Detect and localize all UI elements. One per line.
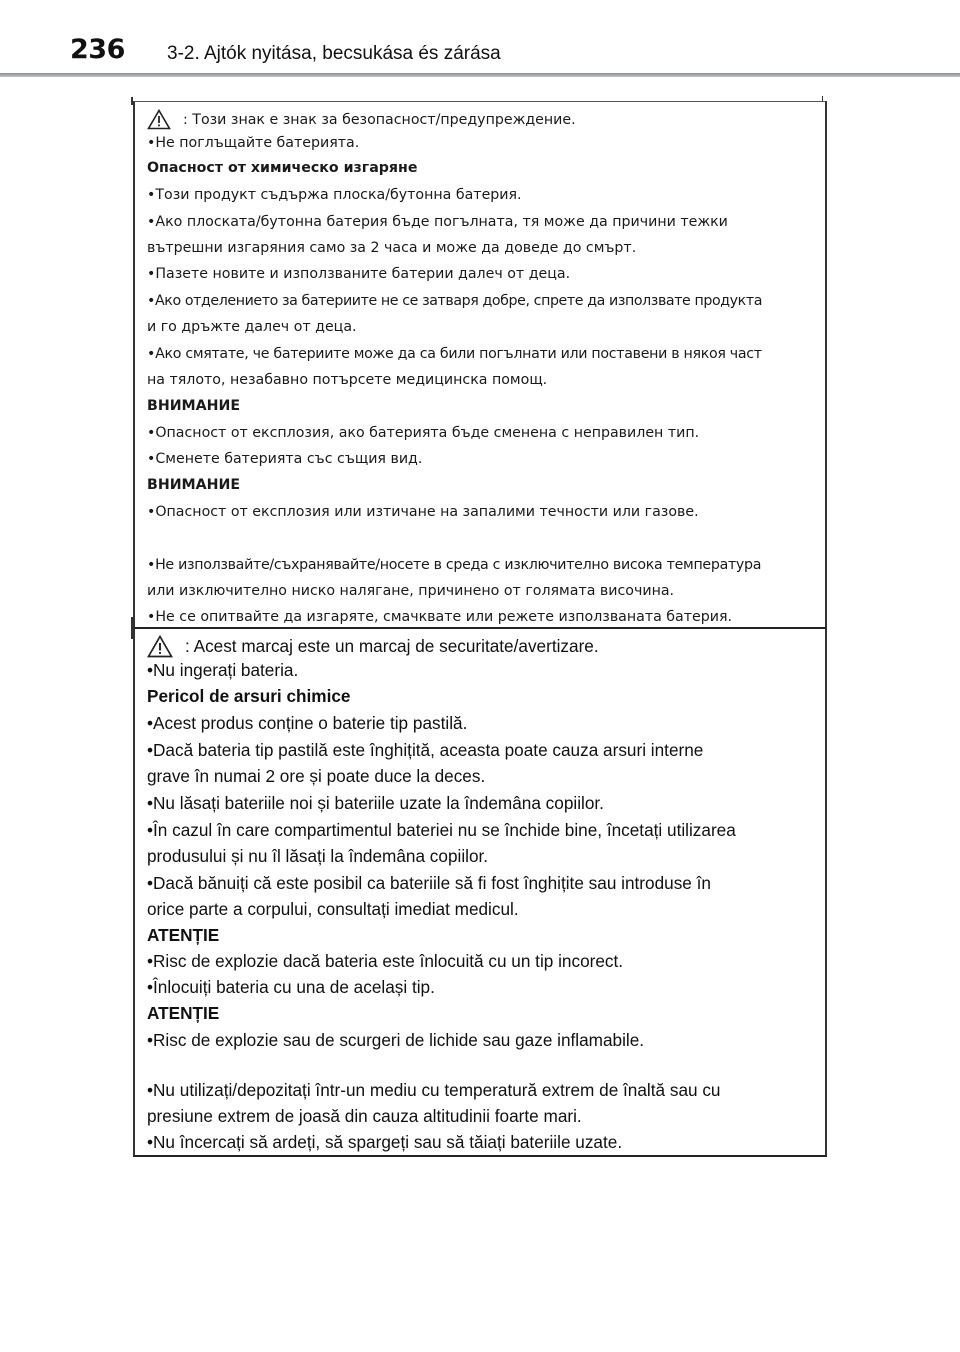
ro-line: •Acest produs conține o baterie tip pastilă. [147, 713, 468, 733]
ro-line: •Nu utilizați/depozitați într-un mediu cu temperatură extrem de înaltă sau cu [147, 1080, 721, 1100]
warning-triangle-icon [147, 109, 171, 130]
romanian-warning-panel [133, 627, 827, 1157]
ro-line: presiune extrem de joasă din cauza altitudinii foarte mari. [147, 1106, 582, 1126]
header-rule [0, 73, 960, 77]
warning-triangle-icon [147, 635, 173, 658]
ro-line: orice parte a corpului, consultați imediat medicul. [147, 899, 519, 919]
bg-line: •Опасност от експлозия, ако батерията бъде сменена с неправилен тип. [147, 425, 700, 441]
bg-line: •Не поглъщайте батерията. [147, 135, 360, 151]
bg-line: •Ако плоската/бутонна батерия бъде погълната, тя може да причини тежки [147, 214, 728, 230]
ro-line: •Înlocuiți bateria cu una de același tip. [147, 977, 435, 997]
bg-heading: ВНИМАНИЕ [147, 398, 241, 414]
bg-heading: Опасност от химическо изгаряне [147, 160, 418, 176]
page-header [0, 0, 960, 80]
bg-line: •Пазете новите и използваните батерии далеч от деца. [147, 266, 571, 282]
ro-line: produsului și nu îl lăsați la îndemâna copiilor. [147, 846, 489, 866]
bg-line: •Опасност от експлозия или изтичане на запалими течности или газове. [147, 504, 699, 520]
bulgarian-warning-intro: : Този знак е знак за безопасност/предупреждение. [183, 111, 576, 128]
ro-line: •În cazul în care compartimentul bateriei nu se închide bine, încetați utilizarea [147, 820, 736, 840]
ro-heading: ATENȚIE [147, 925, 220, 945]
bg-heading: ВНИМАНИЕ [147, 477, 241, 493]
ro-line: grave în numai 2 ore și poate duce la deces. [147, 766, 486, 786]
section-title: 3-2. Ajtók nyitása, becsukása és zárása [167, 43, 501, 64]
bulgarian-warning-intro-line [147, 109, 576, 130]
romanian-warning-intro: : Acest marcaj este un marcaj de securitate/avertizare. [185, 636, 599, 656]
ro-line: •Dacă bateria tip pastilă este înghițită, aceasta poate cauza arsuri interne [147, 740, 704, 760]
bg-line: и го дръжте далеч от деца. [147, 319, 357, 335]
ro-heading: ATENȚIE [147, 1003, 220, 1023]
bg-line: •Този продукт съдържа плоска/бутонна батерия. [147, 187, 522, 203]
bg-line: или изключително ниско налягане, причинено от голямата височина. [147, 583, 675, 599]
bulgarian-warning-panel [133, 101, 827, 628]
bg-line: •Ако смятате, че батериите може да са били погълнати или поставени в някоя част [147, 346, 762, 362]
bg-line: вътрешни изгаряния само за 2 часа и може да доведе до смърт. [147, 240, 637, 256]
page-number: 236 [70, 34, 125, 65]
ro-line: •Risc de explozie sau de scurgeri de lichide sau gaze inflamabile. [147, 1030, 645, 1050]
ro-line: •Nu lăsați bateriile noi și bateriile uzate la îndemâna copiilor. [147, 793, 604, 813]
ro-line: •Nu încercați să ardeți, să spargeți sau să tăiați bateriile uzate. [147, 1132, 623, 1152]
ro-heading: Pericol de arsuri chimice [147, 686, 351, 706]
bg-line: •Сменете батерията със същия вид. [147, 451, 423, 467]
bg-line: •Не се опитвайте да изгаряте, смачквате или режете използваната батерия. [147, 609, 733, 625]
bg-line: •Ако отделението за батериите не се затваря добре, спрете да използвате продукта [147, 293, 762, 309]
bg-line: •Не използвайте/съхранявайте/носете в среда с изключително висока температура [147, 557, 762, 573]
ro-line: •Risc de explozie dacă bateria este înlocuită cu un tip incorect. [147, 951, 624, 971]
ro-line: •Dacă bănuiți că este posibil ca bateriile să fi fost înghițite sau introduse în [147, 873, 711, 893]
bg-line: на тялото, незабавно потърсете медицинска помощ. [147, 372, 548, 388]
romanian-warning-intro-line [147, 635, 599, 658]
ro-line: •Nu ingerați bateria. [147, 660, 299, 680]
